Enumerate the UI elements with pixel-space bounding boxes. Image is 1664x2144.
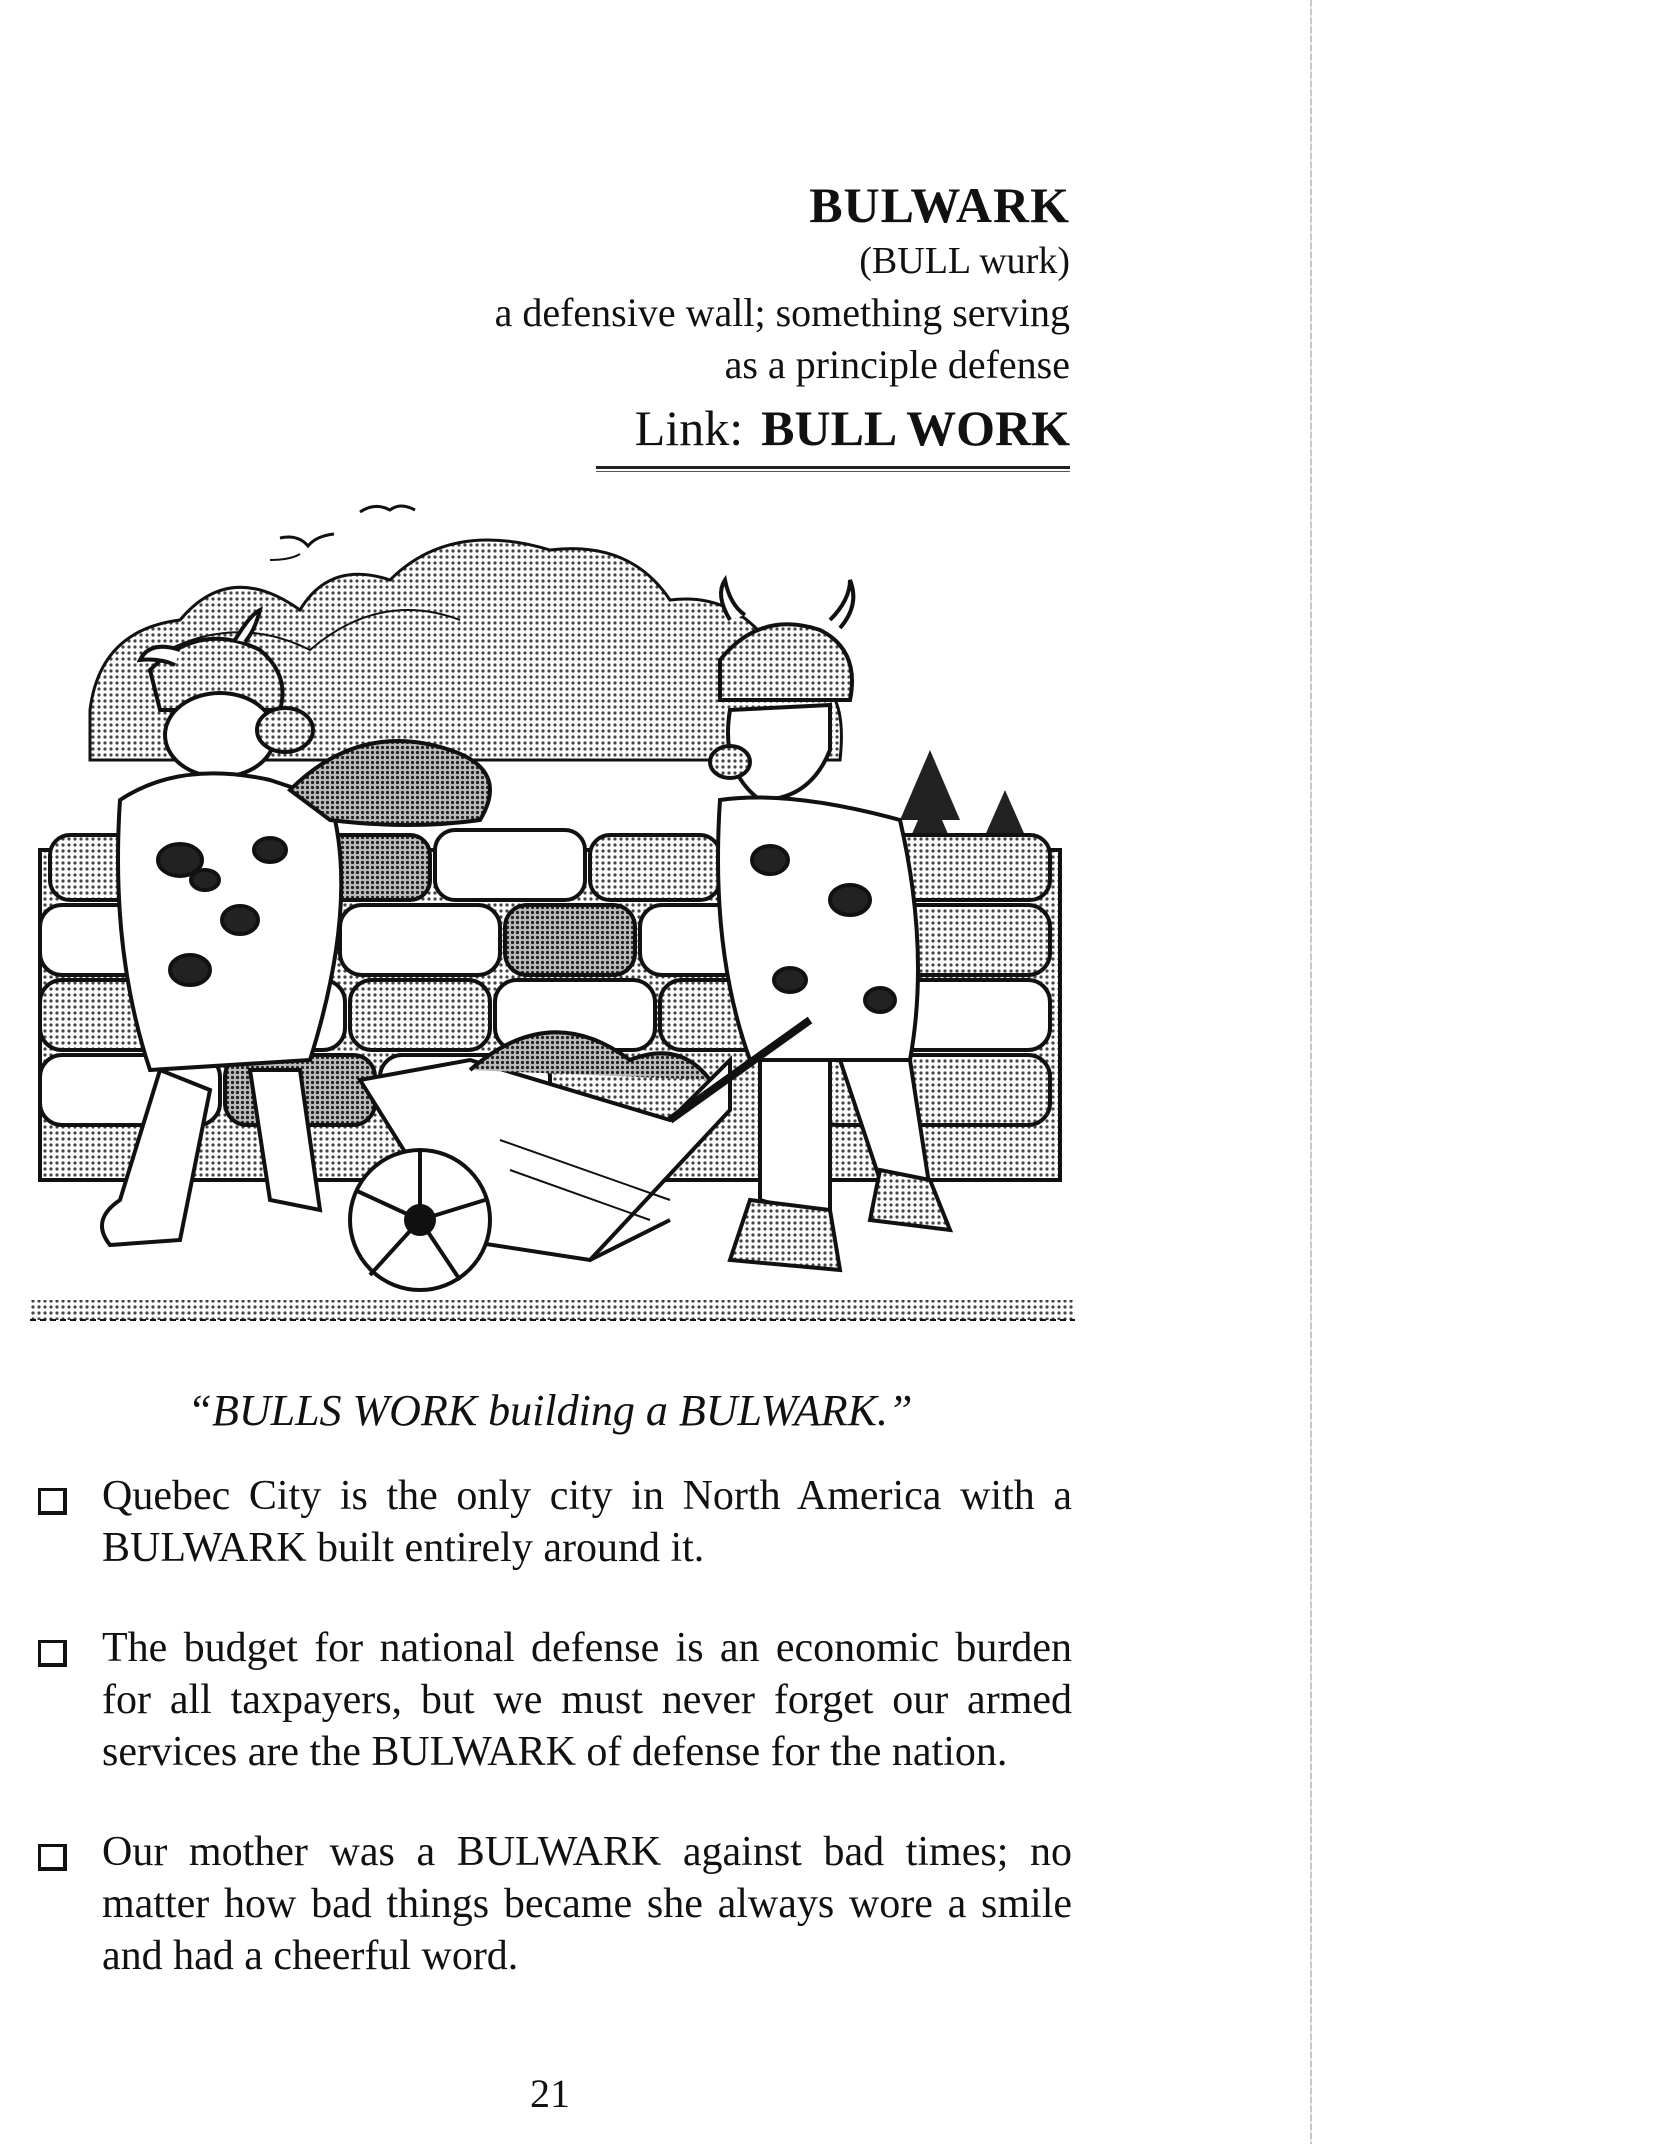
link-value: BULL WORK (761, 400, 1070, 456)
checkbox-bullet-icon (38, 1488, 67, 1515)
entry-link (495, 395, 1070, 461)
bullet-text: Quebec City is the only city in North America with a BULWARK built entirely around it. (102, 1473, 1072, 1571)
checkbox-bullet-icon (38, 1844, 67, 1871)
cartoon-illustration (30, 500, 1075, 1380)
bullet-item (30, 1470, 1072, 1574)
bird-1 (360, 506, 415, 512)
bird-2 (280, 534, 334, 546)
bullet-item (30, 1622, 1072, 1778)
ground (30, 1300, 1075, 1320)
illustration-caption: “BULLS WORK building a BULWARK.” (187, 1386, 913, 1435)
entry-definition-line-1: a defensive wall; something serving (494, 290, 1070, 335)
link-label: Link: (634, 400, 744, 456)
checkbox-bullet-icon (38, 1640, 67, 1667)
page-number: 21 (530, 2071, 570, 2116)
bullet-text: The budget for national defense is an economic burden for all taxpayers, but we must never forget our armed services are the BULWARK of defense for the nation. (102, 1625, 1072, 1775)
entry-header (495, 175, 1070, 461)
page-margin-line (1310, 0, 1312, 2144)
entry-definition-line-2: as a principle defense (724, 342, 1070, 387)
bullet-item (30, 1826, 1072, 1982)
entry-pronunciation: (BULL wurk) (859, 240, 1070, 282)
link-underline (596, 466, 1070, 469)
link-underline-secondary (596, 471, 1070, 472)
example-sentences (30, 1470, 1072, 2030)
entry-word: BULWARK (809, 177, 1070, 233)
bullet-text: Our mother was a BULWARK against bad times; no matter how bad things became she always wore a smile and had a cheerful word. (102, 1829, 1072, 1979)
